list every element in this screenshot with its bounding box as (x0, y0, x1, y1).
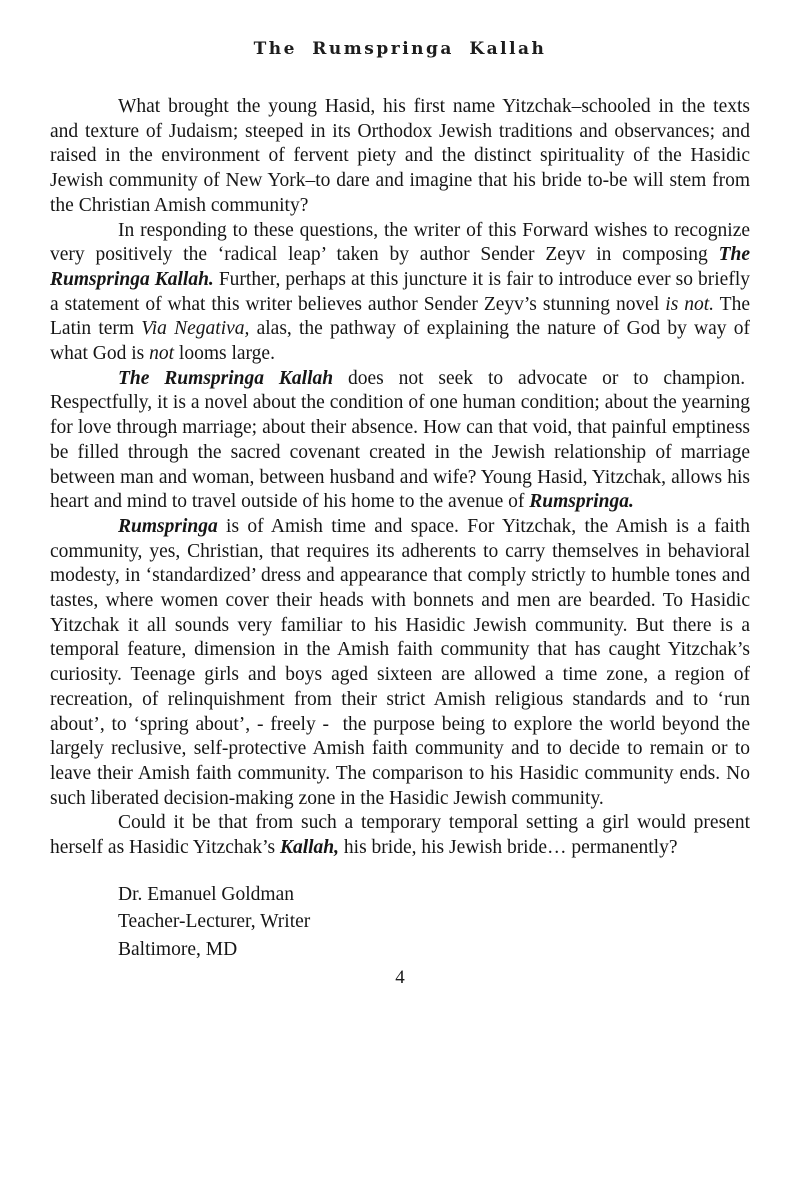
text-segment: alas, the pathway of explaining the nature of God by way of what God is (50, 318, 750, 365)
text-segment: Could it be that from such a temporary temporal setting a girl would present herself as Hasidic Yitzchak’s (50, 812, 750, 859)
signature-block (118, 881, 750, 964)
paragraph (50, 95, 750, 219)
paragraph (50, 811, 750, 860)
text-segment: In responding to these questions, the writer of this Forward wishes to recognize very positively the ‘radical leap’ taken by author Sender Zeyv in composing (50, 219, 750, 266)
text-segment: does not seek to advocate or to champion. Respectfully, it is a novel about the condition of one human condition; about the yearning for love through marriage; about their absence. How can that void, that painful emptiness be filled through the sacred covenant created in the Jewish relationship of marriage between man and woman, between husband and wife? Young Hasid, Yitzchak, allows his heart and mind to travel outside of his home to the avenue of (50, 367, 751, 513)
signature-line: Dr. Emanuel Goldman (118, 883, 295, 905)
text-segment: Via Negativa, (141, 318, 250, 340)
text-segment: not (149, 343, 175, 365)
paragraph (50, 515, 750, 811)
text-segment: The Rumspringa Kallah (118, 367, 334, 389)
text-segment: his bride, his Jewish bride… permanently? (339, 837, 678, 859)
text-segment: The Latin term (50, 293, 750, 340)
text-segment: Rumspringa (118, 515, 218, 537)
text-segment: is of Amish time and space. For Yitzchak, the Amish is a faith community, yes, Christian, that requires its adherents to carry themselves in behavioral modesty, in ‘standardized’ dress and appearance that comply strictly to humble tones and tastes, where women cover their heads with bonnets and men are bearded. To Hasidic Yitzchak it all sounds very familiar to his Hasidic Jewish community. But there is a temporal feature, dimension in the Amish faith community that has caught Yitzchak’s curiosity. Teenage girls and boys aged sixteen are allowed a time zone, a region of recreation, of relinquishment from their strict Amish religious standards and to ‘run about’, to ‘spring about’, - freely - the purpose being to explore the world beyond the largely reclusive, self-protective Amish faith community and to decide to remain or to leave their Amish faith community. The comparison to his Hasidic community ends. No such liberated decision-making zone in the Hasidic Jewish community. (50, 515, 750, 809)
paragraph (50, 219, 750, 367)
text-segment: Rumspringa. (529, 491, 634, 513)
paragraph (50, 367, 750, 515)
signature-line: Baltimore, MD (118, 938, 238, 960)
signature-line: Teacher-Lecturer, Writer (118, 911, 311, 933)
running-header: The Rumspringa Kallah (253, 39, 547, 59)
text-segment: Kallah, (279, 837, 340, 859)
body-paragraphs (50, 59, 750, 861)
text-segment: Further, perhaps at this juncture it is fair to introduce ever so briefly a statement of what this writer believes author Sender Zeyv’s stunning novel (50, 268, 750, 315)
text-segment: is not. (665, 293, 715, 315)
text-segment: looms large. (174, 343, 275, 365)
text-segment: What brought the young Hasid, his first name Yitzchak–schooled in the texts and texture of Judaism; steeped in its Orthodox Jewish traditions and observances; and raised in the environment of fervent piety and the distinct spirituality of the Hasidic Jewish community of New York–to dare and imagine that his bride to-be will stem from the Christian Amish community? (50, 96, 750, 216)
page-number: 4 (395, 967, 405, 989)
text-segment: The Rumspringa Kallah. (50, 244, 750, 290)
